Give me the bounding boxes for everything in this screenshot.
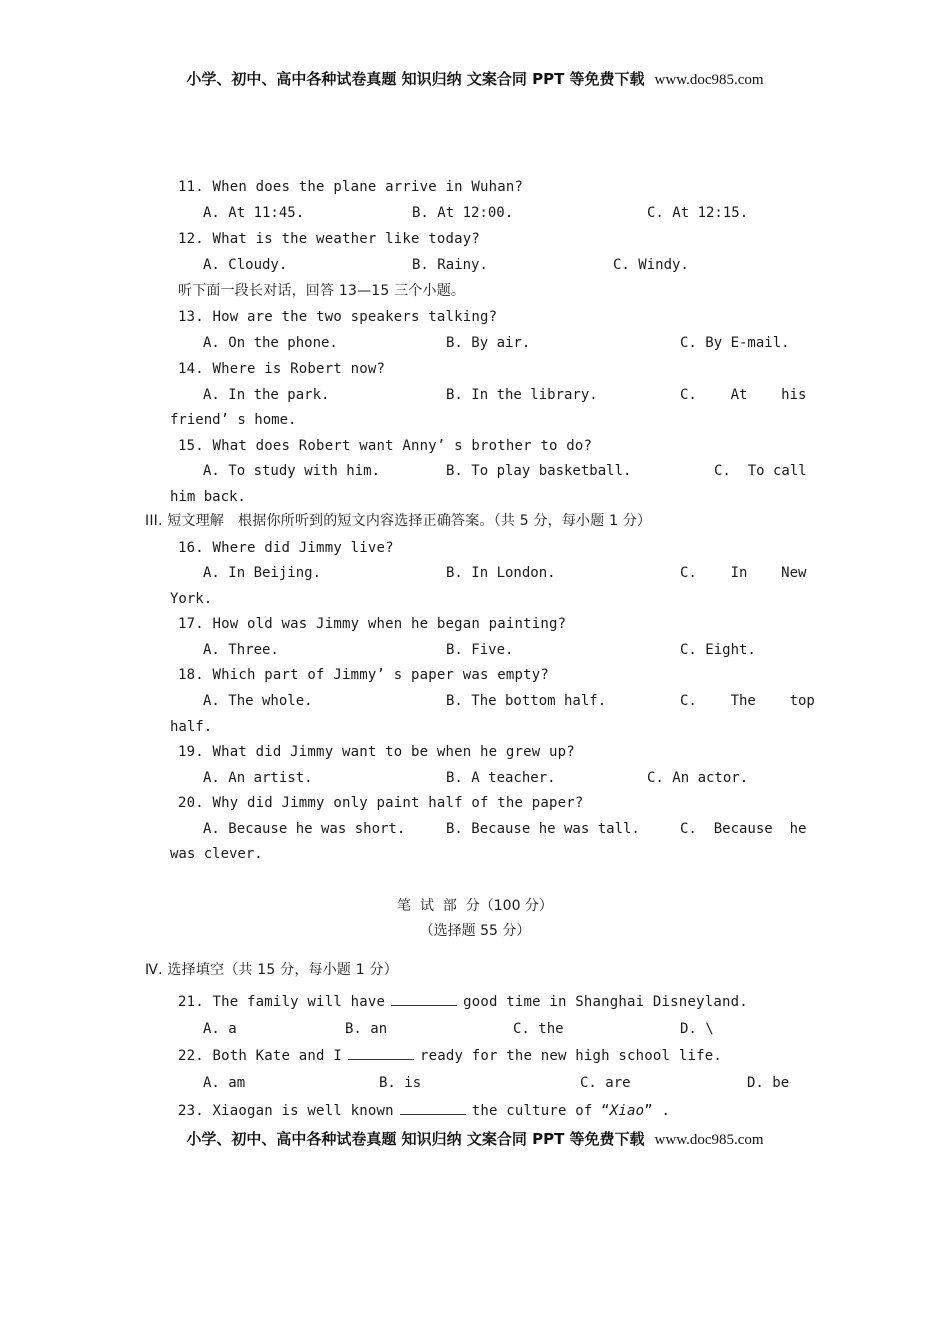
question-17: 17. How old was Jimmy when he began painting? [178,616,567,632]
q21-text-post: good time in Shanghai Disneyland. [463,994,748,1010]
q22-text-post: ready for the new high school life. [419,1048,722,1064]
q23-text-pre: 23. Xiaogan is well known [178,1103,394,1119]
q14-option-c-wrap: friend’ s home. [170,412,297,428]
q16-option-c: C. In New [680,565,807,581]
q21-option-d: D. \ [680,1021,714,1037]
written-section-title: 笔 试 部 分（100 分） [397,898,553,914]
q19-option-a: A. An artist. [203,770,313,786]
q22-text-pre: 22. Both Kate and I [178,1048,342,1064]
section-3-desc: 根据你所听到的短文内容选择正确答案。（共 5 分，每小题 1 分） [238,513,652,529]
q15-option-c: C. To call [714,463,807,479]
written-section-subtitle: （选择题 55 分） [419,923,531,939]
q18-option-c-wrap: half. [170,719,213,735]
q14-option-c: C. At his [680,387,807,403]
header-text: 小学、初中、高中各种试卷真题 知识归纳 文案合同 PPT 等免费下载 [186,70,645,88]
section-3-label: III. 短文理解 [145,513,225,529]
q11-option-a: A. At 11:45. [203,205,305,221]
q22-option-c: C. are [580,1075,631,1091]
q11-option-b: B. At 12:00. [412,205,514,221]
footer-text: 小学、初中、高中各种试卷真题 知识归纳 文案合同 PPT 等免费下载 [186,1130,645,1148]
footer-url[interactable]: www.doc985.com [654,1132,764,1148]
q21-option-c: C. the [513,1021,564,1037]
question-23 [178,1102,670,1120]
q15-option-b: B. To play basketball. [446,463,632,479]
q22-option-a: A. am [203,1075,246,1091]
question-16: 16. Where did Jimmy live? [178,540,394,556]
q21-text-pre: 21. The family will have [178,994,386,1010]
question-18: 18. Which part of Jimmy’ s paper was empty? [178,667,550,683]
q22-option-b: B. is [379,1075,422,1091]
q13-option-a: A. On the phone. [203,335,338,351]
question-21 [178,993,748,1011]
q21-blank [391,993,457,1006]
section-4-heading: Ⅳ. 选择填空（共 15 分，每小题 1 分） [145,962,398,978]
instruction-13-15: 听下面一段长对话，回答 13—15 三个小题。 [178,283,466,299]
q20-option-c: C. Because he [680,821,807,837]
q21-option-a: A. a [203,1021,237,1037]
q16-option-a: A. In Beijing. [203,565,322,581]
page-header [0,68,950,89]
q15-option-c-wrap: him back. [170,489,246,505]
q23-text-end: ” . [644,1103,671,1119]
q20-option-c-wrap: was clever. [170,846,263,862]
question-20: 20. Why did Jimmy only paint half of the paper? [178,795,584,811]
q23-blank [400,1102,466,1115]
q17-option-a: A. Three. [203,642,279,658]
q23-text-post: the culture of “ [471,1103,610,1119]
q19-option-c: C. An actor. [647,770,749,786]
q12-option-a: A. Cloudy. [203,257,288,273]
question-12: 12. What is the weather like today? [178,231,481,247]
question-13: 13. How are the two speakers talking? [178,309,498,325]
q15-option-a: A. To study with him. [203,463,381,479]
q12-option-b: B. Rainy. [412,257,488,273]
q23-italic-word: Xiao [609,1103,645,1119]
q13-option-c: C. By E-mail. [680,335,790,351]
q16-option-b: B. In London. [446,565,556,581]
q22-option-d: D. be [747,1075,790,1091]
q17-option-c: C. Eight. [680,642,756,658]
question-14: 14. Where is Robert now? [178,361,386,377]
q16-option-c-wrap: York. [170,591,213,607]
q14-option-a: A. In the park. [203,387,330,403]
question-15: 15. What does Robert want Anny’ s brother to do? [178,438,593,454]
page-footer [0,1128,950,1149]
question-22 [178,1047,722,1065]
q22-blank [348,1047,414,1060]
q18-option-c: C. The top [680,693,815,709]
section-3-heading [145,512,651,530]
q18-option-a: A. The whole. [203,693,313,709]
question-19: 19. What did Jimmy want to be when he grew up? [178,744,575,760]
q12-option-c: C. Windy. [613,257,689,273]
q17-option-b: B. Five. [446,642,514,658]
q13-option-b: B. By air. [446,335,531,351]
q21-option-b: B. an [345,1021,388,1037]
q20-option-a: A. Because he was short. [203,821,406,837]
q20-option-b: B. Because he was tall. [446,821,640,837]
q14-option-b: B. In the library. [446,387,598,403]
question-11: 11. When does the plane arrive in Wuhan? [178,179,524,195]
header-url[interactable]: www.doc985.com [654,72,764,88]
q19-option-b: B. A teacher. [446,770,556,786]
q18-option-b: B. The bottom half. [446,693,607,709]
q11-option-c: C. At 12:15. [647,205,749,221]
